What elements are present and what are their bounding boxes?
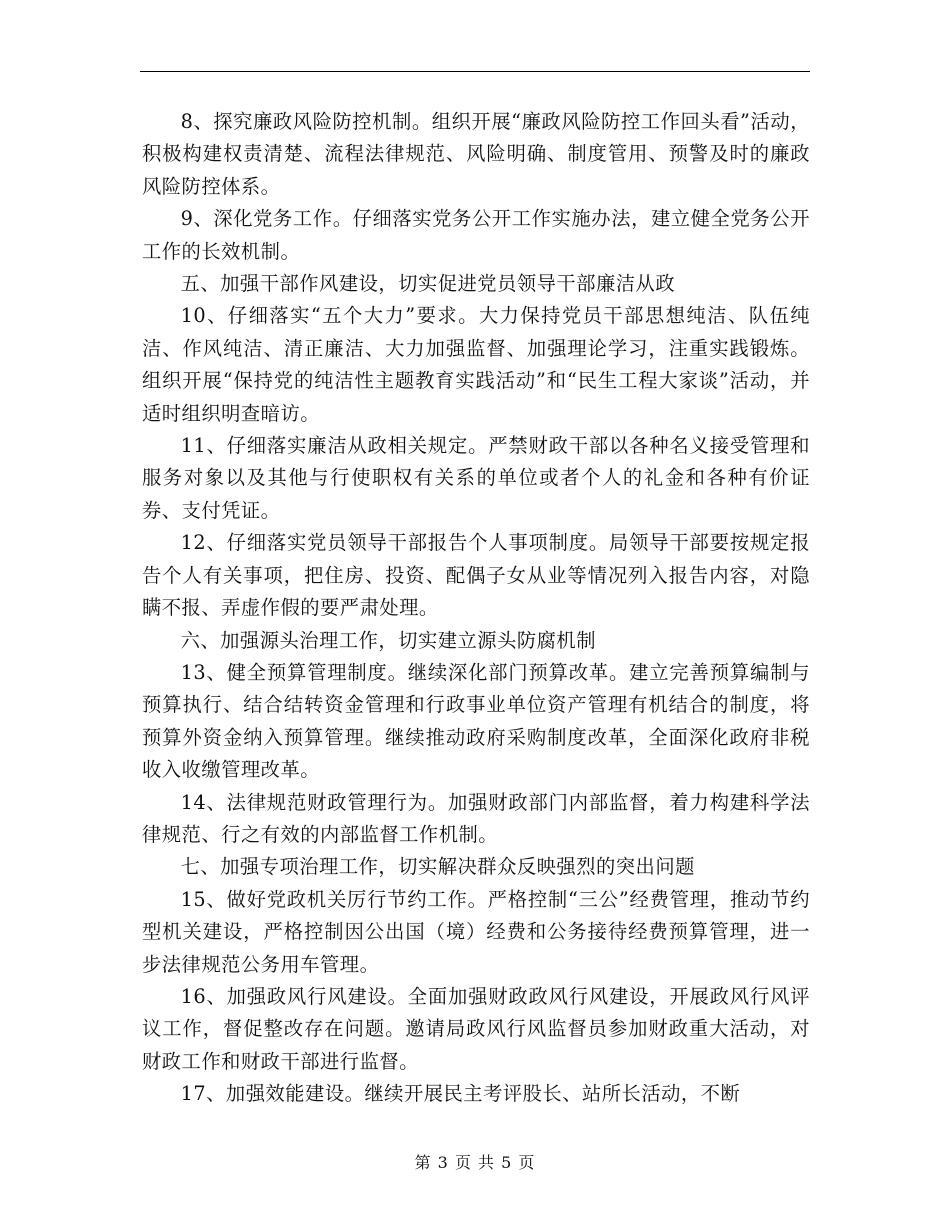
section-heading-5: 五、加强干部作风建设，切实促进党员领导干部廉洁从政 [180, 272, 676, 296]
paragraph-item-11: 11、仔细落实廉洁从政相关规定。严禁财政干部以各种名义接受管理和服务对象以及其他与行使职权有关系的单位或者个人的礼金和各种有价证券、支付凭证。 [142, 434, 810, 522]
paragraph-item-13: 13、健全预算管理制度。继续深化部门预算改革。建立完善预算编制与预算执行、结合结转资金管理和行政事业单位资产管理有机结合的制度，将预算外资金纳入预算管理。继续推动政府采购制度改革，全面深化政府非税收入收缴管理改革。 [142, 660, 810, 782]
paragraph-item-16: 16、加强政风行风建设。全面加强财政政风行风建设，开展政风行风评议工作，督促整改存在问题。邀请局政风行风监督员参加财政重大活动，对财政工作和财政干部进行监督。 [142, 984, 810, 1073]
header-rule [140, 71, 810, 72]
paragraph-item-14: 14、法律规范财政管理行为。加强财政部门内部监督，着力构建科学法律规范、行之有效的内部监督工作机制。 [142, 790, 810, 846]
section-heading-7: 七、加强专项治理工作，切实解决群众反映强烈的突出问题 [180, 855, 695, 879]
document-body [142, 106, 810, 1111]
paragraph-item-17: 17、加强效能建设。继续开展民主考评股长、站所长活动，不断 [180, 1082, 741, 1106]
paragraph-item-8: 8、探究廉政风险防控机制。组织开展“廉政风险防控工作回头看”活动，积极构建权责清楚、流程法律规范、风险明确、制度管用、预警及时的廉政风险防控体系。 [142, 110, 810, 198]
section-heading-6: 六、加强源头治理工作，切实建立源头防腐机制 [180, 628, 596, 652]
paragraph-item-10: 10、仔细落实“五个大力”要求。大力保持党员干部思想纯洁、队伍纯洁、作风纯洁、清正廉洁、大力加强监督、加强理论学习，注重实践锻炼。组织开展“保持党的纯洁性主题教育实践活动”和“民生工程大家谈”活动，并适时组织明查暗访。 [142, 304, 810, 425]
page-number-footer: 第 3 页 共 5 页 [414, 1153, 536, 1172]
paragraph-item-9: 9、深化党务工作。仔细落实党务公开工作实施办法，建立健全党务公开工作的长效机制。 [142, 207, 810, 263]
paragraph-item-15: 15、做好党政机关厉行节约工作。严格控制“三公”经费管理，推动节约型机关建设，严格控制因公出国（境）经费和公务接待经费预算管理，进一步法律规范公务用车管理。 [142, 887, 810, 976]
paragraph-item-12: 12、仔细落实党员领导干部报告个人事项制度。局领导干部要按规定报告个人有关事项，把住房、投资、配偶子女从业等情况列入报告内容，对隐瞒不报、弄虚作假的要严肃处理。 [142, 531, 810, 620]
